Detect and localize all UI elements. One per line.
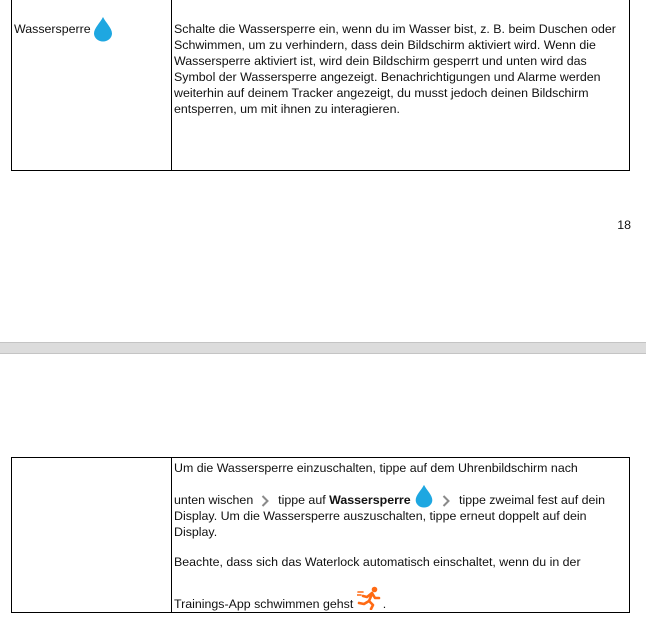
empty-label-cell xyxy=(12,458,172,613)
setting-label: Wassersperre xyxy=(14,22,91,36)
setting-description-cell xyxy=(172,0,630,171)
table-row xyxy=(12,0,630,171)
chevron-right-icon xyxy=(261,495,269,507)
settings-table-continued xyxy=(11,457,630,613)
setting-label-cell xyxy=(12,0,172,171)
instruction-line: Beachte, dass sich das Waterlock automatisch einschaltet, wenn du in der xyxy=(174,555,581,569)
instructions-cell xyxy=(172,458,630,613)
instruction-paragraph-1 xyxy=(174,460,625,540)
settings-table xyxy=(11,0,630,171)
instruction-text: unten wischen xyxy=(174,493,254,507)
instruction-line: Um die Wassersperre einzuschalten, tippe auf dem Uhrenbildschirm nach xyxy=(174,461,578,475)
page-number: 18 xyxy=(617,218,631,232)
document-page-bottom xyxy=(0,354,646,624)
page-separator xyxy=(0,342,646,354)
instruction-text: tippe auf xyxy=(278,493,326,507)
running-icon xyxy=(357,586,383,610)
instruction-text: tippe zweimal fest auf dein Display. Um die Wassersperre auszuschalten, tippe erneut doppelt auf dein Display. xyxy=(174,493,606,539)
water-drop-icon xyxy=(414,484,434,508)
setting-name-bold: Wassersperre xyxy=(329,493,411,507)
water-drop-icon xyxy=(93,16,113,42)
chevron-right-icon xyxy=(442,495,450,507)
instruction-text: Trainings-App schwimmen gehst xyxy=(174,597,354,611)
table-row xyxy=(12,458,630,613)
setting-description: Schalte die Wassersperre ein, wenn du im Wasser bist, z. B. beim Duschen oder Schwimmen, um zu verhindern, dass dein Bildschirm aktiviert wird. Wenn die Wassersperre aktiviert ist, wird dein Bildschirm gesperrt und unten wird das Symbol der Wassersperre angezeigt. Benachrichtigungen und Alarme werden weiterhin auf deinem Tracker angezeigt, du musst jedoch deinen Bildschirm entsperren, um mit ihnen zu interagieren. xyxy=(174,22,616,116)
instruction-text: . xyxy=(382,597,387,611)
instruction-paragraph-2 xyxy=(174,554,625,612)
